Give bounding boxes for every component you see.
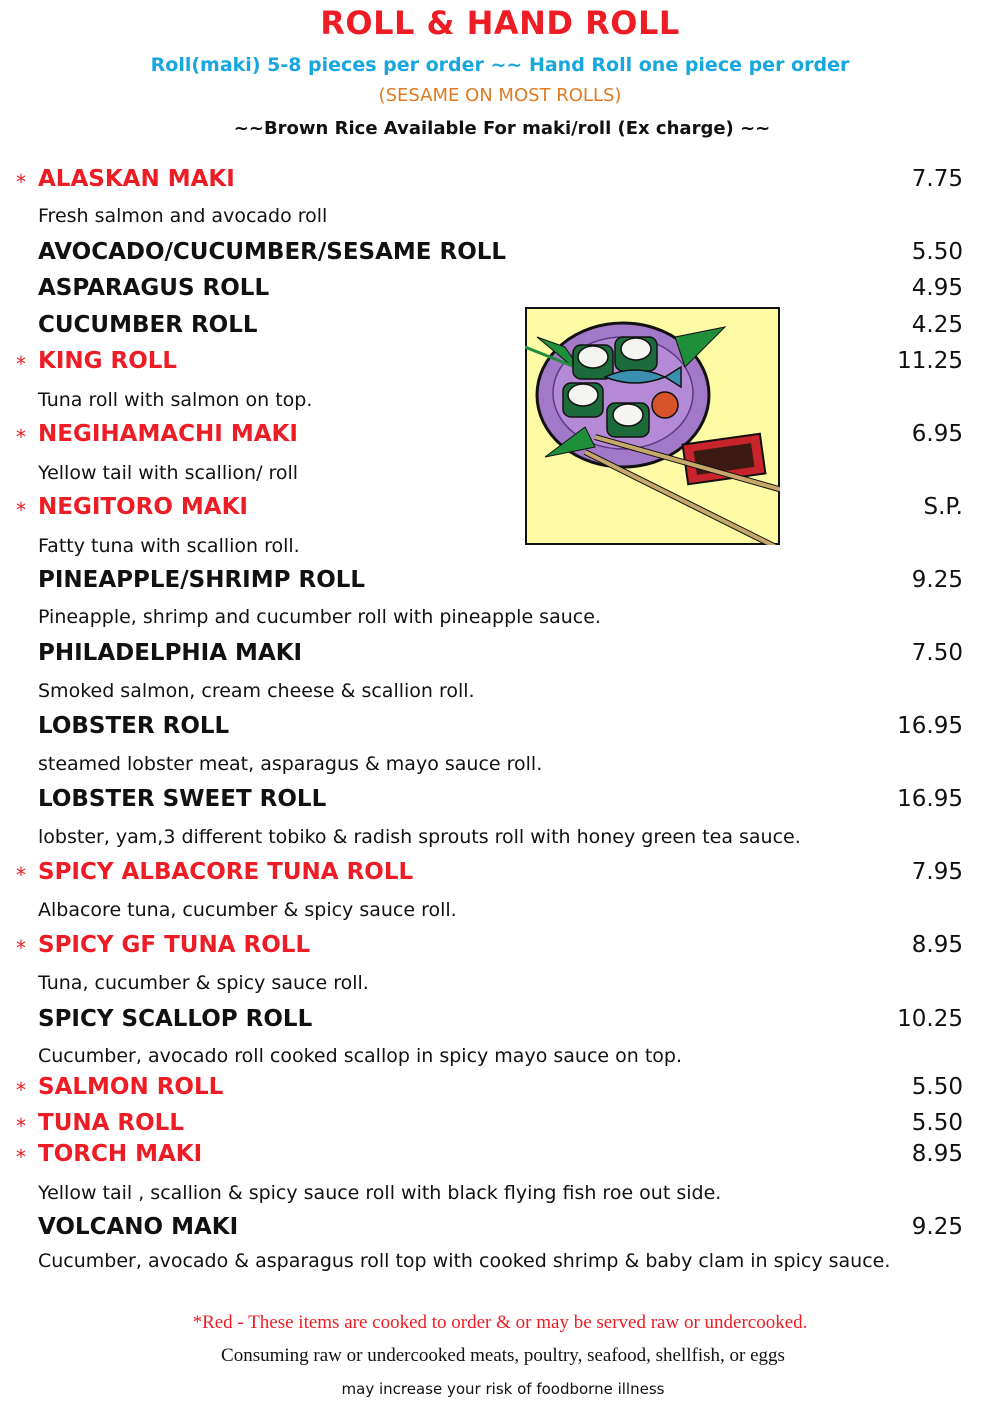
raw-marker: *	[16, 863, 26, 887]
serving-note: Roll(maki) 5-8 pieces per order ~~ Hand Roll one piece per order	[150, 54, 850, 76]
sesame-note: (SESAME ON MOST ROLLS)	[378, 85, 622, 106]
item-price: 8.95	[911, 1141, 963, 1167]
item-price: 5.50	[911, 239, 963, 265]
item-name: LOBSTER ROLL	[38, 713, 230, 739]
item-price: 9.25	[911, 567, 963, 593]
item-description: Cucumber, avocado & asparagus roll top with cooked shrimp & baby clam in spicy sauce.	[38, 1250, 891, 1272]
raw-marker: *	[16, 498, 26, 522]
item-name: TUNA ROLL	[38, 1110, 184, 1136]
item-price: 16.95	[897, 786, 963, 812]
item-price: 6.95	[911, 421, 963, 447]
item-name: ASPARAGUS ROLL	[38, 275, 270, 301]
item-price: 11.25	[897, 348, 963, 374]
item-name: PHILADELPHIA MAKI	[38, 640, 303, 666]
raw-marker: *	[16, 170, 26, 194]
item-name: ALASKAN MAKI	[38, 166, 235, 192]
item-name: SPICY GF TUNA ROLL	[38, 932, 311, 958]
consumer-warning-line-2: may increase your risk of foodborne illness	[341, 1380, 665, 1398]
item-price: 4.95	[911, 275, 963, 301]
item-price: 9.25	[911, 1214, 963, 1240]
item-description: Yellow tail with scallion/ roll	[38, 462, 299, 484]
item-name: SPICY SCALLOP ROLL	[38, 1006, 313, 1032]
item-price: 8.95	[911, 932, 963, 958]
raw-items-disclaimer: *Red - These items are cooked to order & or may be served raw or undercooked.	[192, 1312, 808, 1333]
item-name: NEGITORO MAKI	[38, 494, 248, 520]
item-description: Cucumber, avocado roll cooked scallop in spicy mayo sauce on top.	[38, 1045, 682, 1067]
item-price: 7.95	[911, 859, 963, 885]
raw-marker: *	[16, 1114, 26, 1138]
item-description: Smoked salmon, cream cheese & scallion roll.	[38, 680, 475, 702]
item-price: 10.25	[897, 1006, 963, 1032]
item-description: Albacore tuna, cucumber & spicy sauce roll.	[38, 899, 457, 921]
item-price: 5.50	[911, 1074, 963, 1100]
item-name: VOLCANO MAKI	[38, 1214, 239, 1240]
consumer-warning-line-1: Consuming raw or undercooked meats, poultry, seafood, shellfish, or eggs	[221, 1345, 785, 1366]
item-description: Pineapple, shrimp and cucumber roll with pineapple sauce.	[38, 606, 601, 628]
item-description: Tuna roll with salmon on top.	[38, 389, 313, 411]
item-name: AVOCADO/CUCUMBER/SESAME ROLL	[38, 239, 507, 265]
item-price: 5.50	[911, 1110, 963, 1136]
item-name: LOBSTER SWEET ROLL	[38, 786, 327, 812]
item-name: NEGIHAMACHI MAKI	[38, 421, 298, 447]
raw-marker: *	[16, 352, 26, 376]
item-name: SPICY ALBACORE TUNA ROLL	[38, 859, 414, 885]
item-description: lobster, yam,3 different tobiko & radish sprouts roll with honey green tea sauce.	[38, 826, 801, 848]
item-name: SALMON ROLL	[38, 1074, 224, 1100]
item-price: 7.50	[911, 640, 963, 666]
item-description: steamed lobster meat, asparagus & mayo sauce roll.	[38, 753, 543, 775]
raw-marker: *	[16, 425, 26, 449]
page-title: ROLL & HAND ROLL	[320, 4, 680, 42]
item-name: TORCH MAKI	[38, 1141, 203, 1167]
item-price: 7.75	[911, 166, 963, 192]
item-price: 4.25	[911, 312, 963, 338]
item-price: 16.95	[897, 713, 963, 739]
item-name: CUCUMBER ROLL	[38, 312, 258, 338]
item-description: Fatty tuna with scallion roll.	[38, 535, 300, 557]
item-price: S.P.	[923, 494, 963, 520]
raw-marker: *	[16, 936, 26, 960]
item-description: Yellow tail , scallion & spicy sauce roll with black flying fish roe out side.	[38, 1182, 722, 1204]
sushi-plate-illustration	[525, 307, 780, 545]
raw-marker: *	[16, 1078, 26, 1102]
item-description: Fresh salmon and avocado roll	[38, 205, 328, 227]
brown-rice-note: ~~Brown Rice Available For maki/roll (Ex charge) ~~	[233, 118, 771, 139]
item-description: Tuna, cucumber & spicy sauce roll.	[38, 972, 369, 994]
item-name: PINEAPPLE/SHRIMP ROLL	[38, 567, 366, 593]
item-name: KING ROLL	[38, 348, 178, 374]
raw-marker: *	[16, 1145, 26, 1169]
